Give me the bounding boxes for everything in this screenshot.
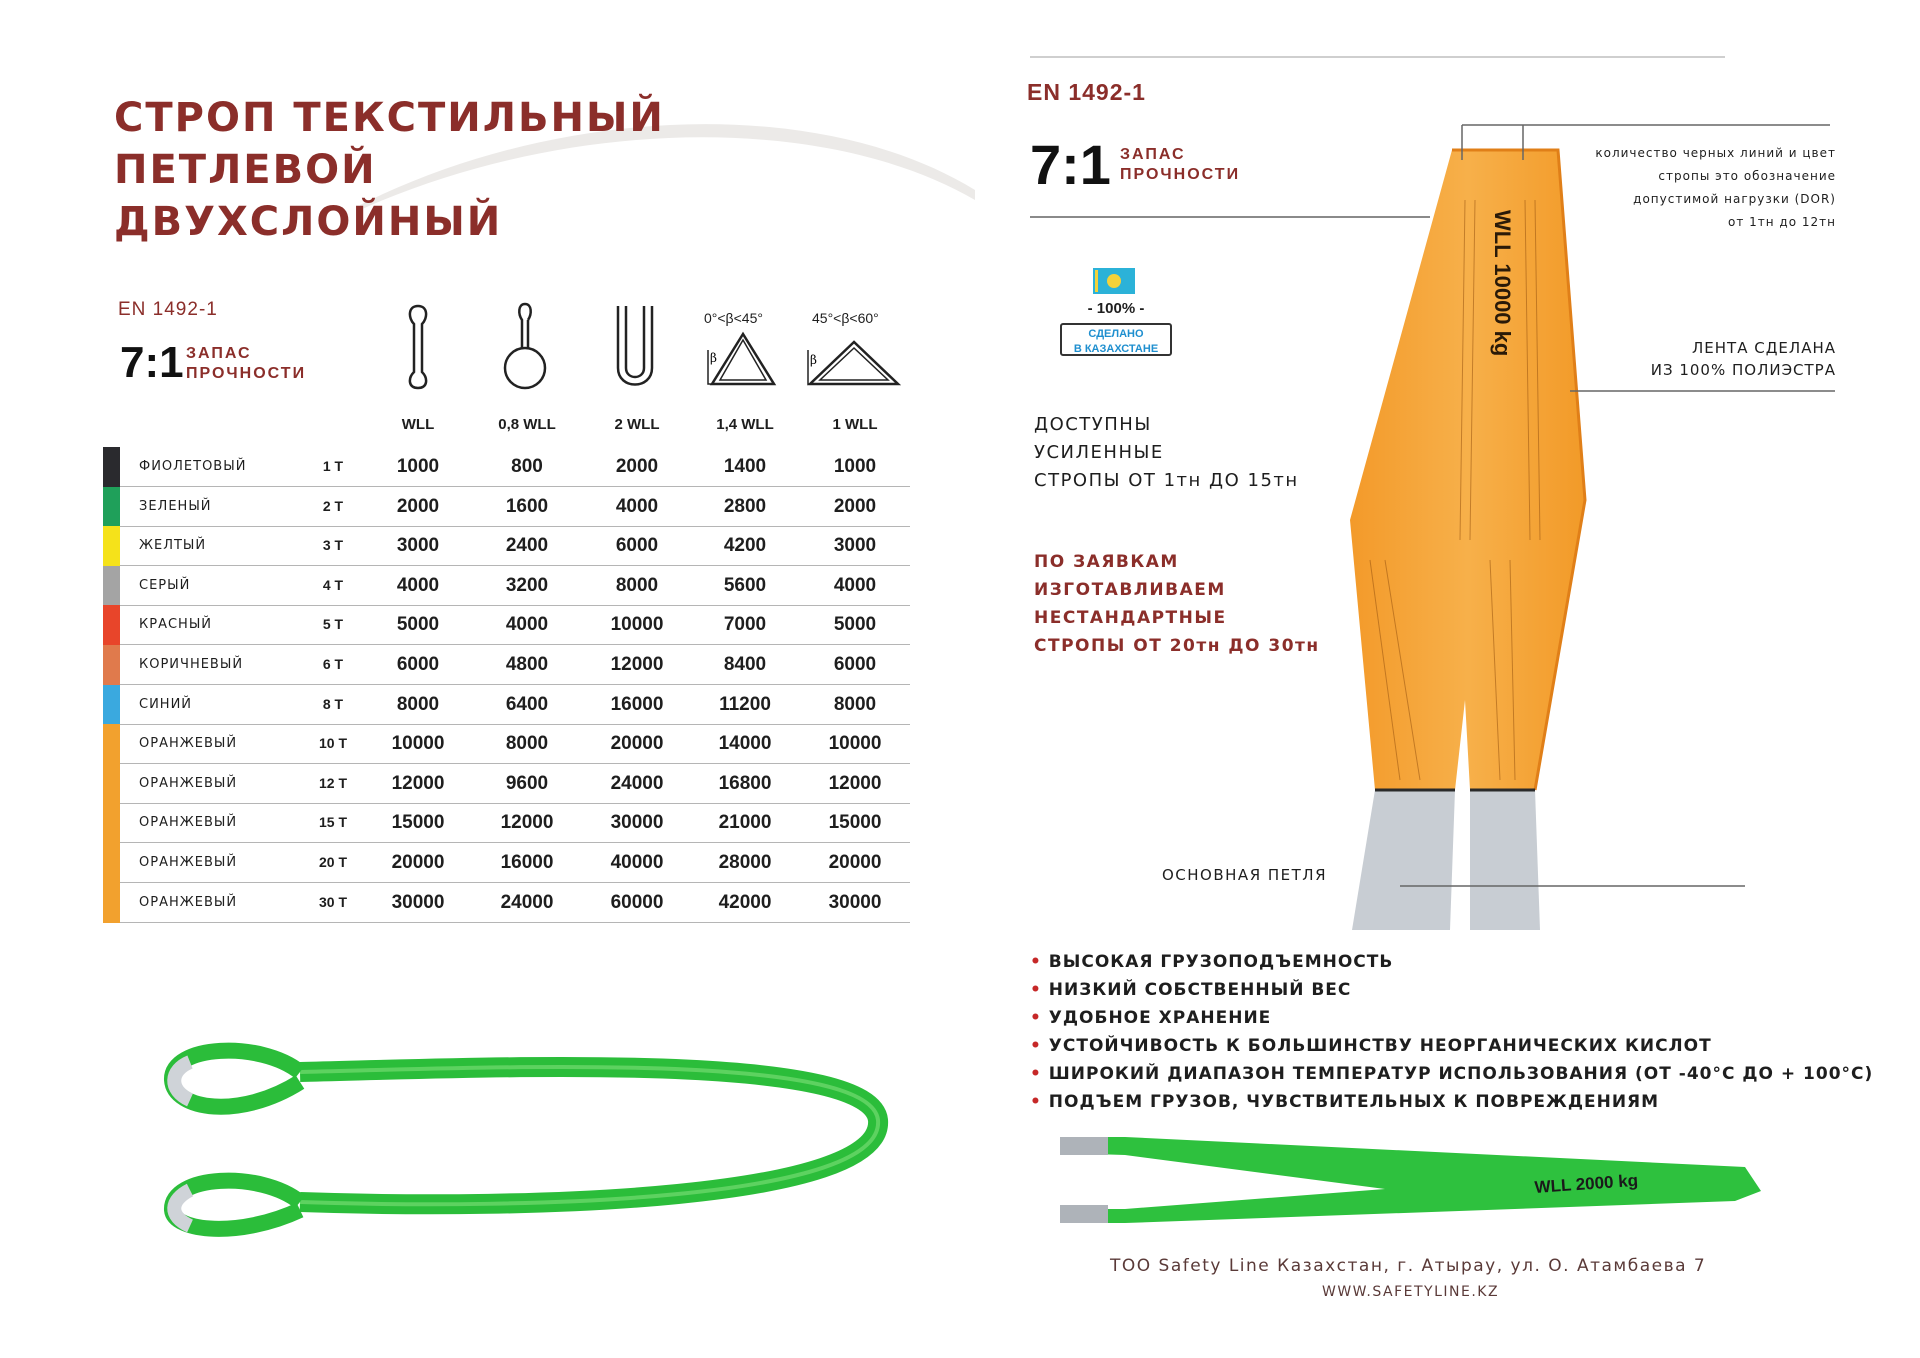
right-standard: EN 1492-1 (1027, 79, 1146, 105)
table-cell: 10000 (391, 733, 445, 755)
row-tonnage: 8 Т (322, 695, 344, 712)
header-1-wll: 1 WLL (832, 416, 878, 433)
feature-item: • ШИРОКИЙ ДИАПАЗОН ТЕМПЕРАТУР ИСПОЛЬЗОВАНИЯ (ОТ -40°С ДО + 100°С) (1030, 1060, 1873, 1088)
row-color-name: ОРАНЖЕВЫЙ (139, 855, 238, 870)
table-cell: 8000 (505, 733, 549, 755)
row-tonnage: 10 Т (318, 735, 347, 752)
color-swatch (103, 724, 120, 764)
table-cell: 28000 (718, 852, 772, 873)
table-cell: 6000 (615, 535, 659, 557)
color-swatch (103, 803, 120, 843)
kazakhstan-flag-icon (1093, 268, 1135, 294)
row-tonnage: 2 Т (322, 497, 344, 514)
table-cell: 12000 (391, 772, 445, 794)
table-cell: 20000 (610, 733, 664, 755)
lines-color-note (1500, 142, 1836, 234)
color-swatch (103, 526, 120, 566)
color-swatch (103, 447, 120, 487)
svg-text:β: β (810, 353, 817, 367)
table-cell: 12000 (610, 654, 664, 675)
note-line-2: стропы это обозначение (1658, 169, 1836, 183)
table-cell: 8000 (396, 693, 440, 715)
table-cell: 3000 (833, 535, 877, 557)
table-cell: 11200 (719, 693, 771, 715)
basket-hitch-icon (610, 300, 660, 392)
feature-item: • УДОБНОЕ ХРАНЕНИЕ (1030, 1004, 1873, 1032)
row-tonnage: 6 Т (322, 656, 344, 672)
table-row (103, 605, 910, 645)
header-1-4-wll: 1,4 WLL (716, 416, 774, 433)
table-cell: 20000 (828, 852, 882, 873)
table-cell: 5000 (396, 614, 440, 636)
row-tonnage: 3 Т (322, 537, 344, 554)
note-line-4: от 1тн до 12тн (1728, 215, 1836, 229)
table-cell: 14000 (718, 733, 772, 755)
table-cell: 24000 (610, 772, 664, 794)
left-ratio-label-1: ЗАПАС (186, 345, 252, 362)
choker-hitch-icon (500, 300, 550, 392)
table-row (103, 526, 910, 566)
table-cell: 6000 (833, 654, 877, 675)
header-0-8-wll: 0,8 WLL (498, 416, 556, 433)
available-line-3: СТРОПЫ ОТ 1тн ДО 15тн (1034, 470, 1299, 491)
svg-text:β: β (710, 351, 717, 365)
table-cell: 10000 (610, 614, 664, 636)
badge-line-2: В КАЗАХСТАНЕ (1073, 343, 1159, 355)
color-swatch (103, 605, 120, 645)
table-row (103, 803, 910, 843)
table-cell: 8000 (615, 574, 659, 596)
color-swatch (103, 883, 120, 923)
title-line-3: ДВУХСЛОЙНЫЙ (114, 199, 503, 245)
table-row (103, 645, 910, 685)
table-row (103, 843, 910, 883)
row-color-name: КОРИЧНЕВЫЙ (139, 657, 244, 672)
badge-line-1: СДЕЛАНО (1088, 328, 1144, 340)
row-tonnage: 12 Т (318, 774, 347, 791)
table-cell: 4800 (505, 654, 549, 675)
orange-sling-label: WLL 10000 kg (1490, 210, 1515, 357)
table-cell: 3200 (505, 574, 549, 596)
color-swatch (103, 566, 120, 606)
row-color-name: ОРАНЖЕВЫЙ (139, 894, 238, 910)
order-line-2: ИЗГОТАВЛИВАЕМ (1034, 580, 1226, 600)
row-tonnage: 15 Т (318, 814, 347, 831)
material-line-2: ИЗ 100% ПОЛИЭСТРА (1650, 361, 1836, 379)
table-cell: 4000 (833, 574, 877, 596)
table-cell: 16000 (610, 693, 664, 715)
table-cell: 800 (511, 456, 543, 477)
table-cell: 16800 (718, 772, 772, 794)
color-swatch (103, 685, 120, 725)
color-swatch (103, 487, 120, 527)
feature-item: • ПОДЪЕМ ГРУЗОВ, ЧУВСТВИТЕЛЬНЫХ К ПОВРЕЖДЕНИЯМ (1030, 1088, 1873, 1116)
table-row (103, 764, 910, 804)
table-cell: 30000 (610, 812, 664, 834)
table-cell: 2000 (615, 456, 659, 477)
table-cell: 8000 (833, 693, 877, 715)
table-cell: 60000 (610, 891, 664, 913)
badge-percent: - 100% - (1087, 300, 1145, 317)
green-loop-sling-illustration (150, 1010, 890, 1240)
row-color-name: КРАСНЫЙ (139, 617, 213, 633)
footer-website[interactable]: WWW.SAFETYLINE.KZ (1322, 1284, 1500, 1300)
table-cell: 12000 (828, 772, 882, 794)
row-color-name: ЖЕЛТЫЙ (139, 538, 207, 554)
row-color-name: СИНИЙ (139, 696, 193, 712)
table-row (103, 724, 910, 764)
table-cell: 7000 (723, 614, 767, 636)
row-tonnage: 30 Т (318, 893, 347, 910)
footer-address: ТОО Safety Line Казахстан, г. Атырау, ул. О. Атамбаева 7 (1110, 1256, 1707, 1276)
angle-label-1: 0°<β<45° (704, 310, 763, 326)
table-cell: 40000 (610, 852, 664, 873)
basket-angle-45-icon (706, 330, 780, 390)
table-cell: 2400 (505, 535, 549, 557)
table-cell: 42000 (718, 891, 772, 913)
material-note (1560, 337, 1836, 381)
color-swatch (103, 645, 120, 685)
table-cell: 15000 (391, 812, 445, 834)
color-swatch (103, 764, 120, 804)
table-cell: 4200 (723, 535, 767, 557)
row-color-name: СЕРЫЙ (139, 577, 191, 593)
table-cell: 2000 (396, 495, 440, 517)
available-text (1034, 411, 1299, 495)
table-cell: 15000 (828, 812, 882, 834)
table-cell: 6000 (396, 654, 440, 675)
available-line-2: УСИЛЕННЫЕ (1034, 442, 1164, 463)
table-cell: 12000 (500, 812, 554, 834)
page-title (114, 92, 665, 248)
material-line-1: ЛЕНТА СДЕЛАНА (1692, 339, 1836, 357)
order-line-3: НЕСТАНДАРТНЫЕ (1034, 608, 1227, 628)
table-cell: 30000 (828, 891, 882, 913)
table-row (103, 487, 910, 527)
right-ratio: 7:1 (1030, 133, 1111, 196)
table-cell: 6400 (505, 693, 549, 715)
table-row (103, 883, 910, 923)
table-cell: 8400 (723, 654, 767, 675)
table-cell: 24000 (500, 891, 554, 913)
basket-angle-60-icon (806, 336, 902, 390)
table-cell: 5600 (723, 574, 767, 596)
feature-item: • ВЫСОКАЯ ГРУЗОПОДЪЕМНОСТЬ (1030, 948, 1873, 976)
custom-order-text (1034, 548, 1320, 660)
table-cell: 20000 (391, 852, 445, 873)
table-row (103, 566, 910, 606)
table-cell: 3000 (396, 535, 440, 557)
row-color-name: ФИОЛЕТОВЫЙ (139, 459, 247, 474)
vertical-hitch-icon (400, 302, 436, 392)
table-cell: 4000 (615, 495, 659, 517)
left-standard: EN 1492-1 (118, 299, 218, 320)
note-line-1: количество черных линий и цвет (1595, 146, 1836, 160)
left-ratio: 7:1 (120, 338, 184, 387)
row-color-name: ОРАНЖЕВЫЙ (139, 775, 238, 791)
features-list (1030, 948, 1873, 1116)
feature-item: • НИЗКИЙ СОБСТВЕННЫЙ ВЕС (1030, 976, 1873, 1004)
row-tonnage: 5 Т (322, 616, 344, 633)
table-cell: 2000 (833, 495, 877, 517)
left-ratio-label-2: ПРОЧНОСТИ (186, 365, 307, 382)
main-loop-label: ОСНОВНАЯ ПЕТЛЯ (1162, 866, 1328, 884)
table-row (103, 447, 910, 487)
row-color-name: ОРАНЖЕВЫЙ (139, 736, 238, 752)
table-cell: 1000 (396, 456, 440, 477)
row-color-name: ЗЕЛЕНЫЙ (139, 498, 212, 514)
feature-item: • УСТОЙЧИВОСТЬ К БОЛЬШИНСТВУ НЕОРГАНИЧЕСКИХ КИСЛОТ (1030, 1032, 1873, 1060)
table-cell: 9600 (505, 772, 549, 794)
title-line-2: ПЕТЛЕВОЙ (114, 147, 377, 193)
row-color-name: ОРАНЖЕВЫЙ (139, 815, 238, 831)
header-2-wll: 2 WLL (614, 416, 660, 433)
row-tonnage: 20 Т (318, 854, 347, 870)
table-cell: 4000 (396, 574, 440, 596)
title-line-1: СТРОП ТЕКСТИЛЬНЫЙ (114, 95, 665, 141)
table-cell: 2800 (723, 495, 767, 517)
table-cell: 5000 (833, 614, 877, 636)
note-line-3: допустимой нагрузки (DOR) (1633, 192, 1836, 206)
right-ratio-label-2: ПРОЧНОСТИ (1120, 166, 1241, 183)
order-line-4: СТРОПЫ ОТ 20тн ДО 30тн (1034, 636, 1320, 656)
made-in-kz-badge (1060, 323, 1172, 356)
right-ratio-label-1: ЗАПАС (1120, 146, 1186, 163)
green-flat-sling-illustration (1045, 1125, 1765, 1235)
table-cell: 16000 (500, 852, 554, 873)
table-cell: 1400 (723, 456, 767, 477)
table-cell: 4000 (505, 614, 549, 636)
left-ratio-label (186, 344, 306, 384)
order-line-1: ПО ЗАЯВКАМ (1034, 552, 1179, 572)
table-cell: 1600 (505, 495, 549, 517)
table-row (103, 685, 910, 725)
row-tonnage: 4 Т (322, 576, 344, 593)
color-swatch (103, 843, 120, 883)
table-cell: 30000 (391, 891, 445, 913)
table-cell: 1000 (833, 456, 877, 477)
angle-label-2: 45°<β<60° (812, 310, 879, 326)
table-cell: 10000 (828, 733, 882, 755)
header-wll: WLL (401, 416, 435, 433)
available-line-1: ДОСТУПНЫ (1034, 414, 1152, 435)
right-ratio-label (1120, 145, 1240, 185)
green-sling-label: WLL 2000 kg (1533, 1170, 1639, 1197)
table-cell: 21000 (718, 812, 772, 834)
row-tonnage: 1 Т (322, 458, 344, 474)
